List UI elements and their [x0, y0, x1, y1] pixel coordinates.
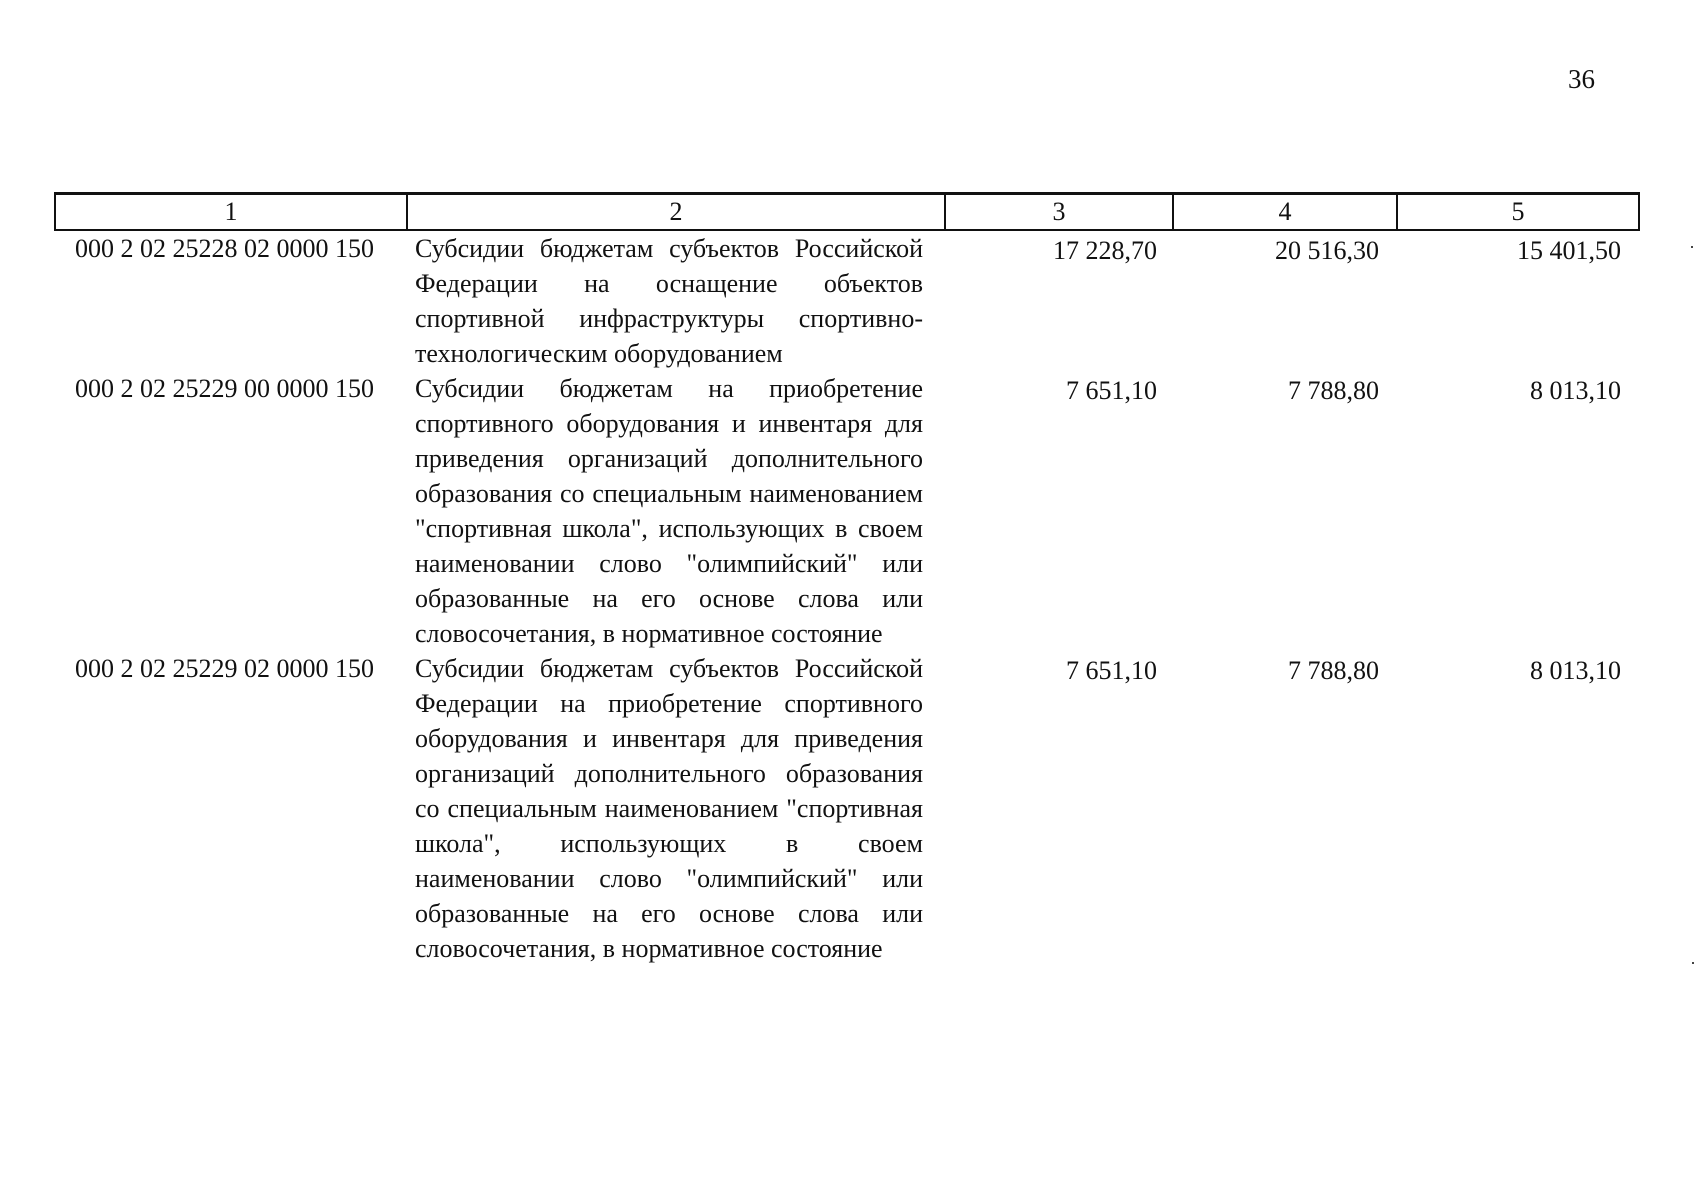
table-body [55, 230, 1639, 966]
budget-description: Субсидии бюджетам на приобретение спортивного оборудования и инвентаря для приведения организаций дополнительного образования со специальным наименованием "спортивная школа", использующих в своем наименовании слово "олимпийский" или образованные на его основе слова или словосочетания, в нормативное состояние [415, 374, 923, 648]
column-header-5: 5 [1397, 194, 1639, 231]
table-row [55, 651, 1639, 966]
value-col5: 15 401,50 [1517, 236, 1621, 265]
budget-code: 000 2 02 25228 02 0000 150 [75, 234, 374, 263]
value-col3: 7 651,10 [1066, 656, 1157, 685]
value-col5: 8 013,10 [1530, 656, 1621, 685]
budget-description: Субсидии бюджетам субъектов Российской Федерации на приобретение спортивного оборудования и инвентаря для приведения организаций дополнительного образования со специальным наименованием "спортивная школа", использующих в своем наименовании слово "олимпийский" или образованные на его основе слова или словосочетания, в нормативное состояние [415, 654, 923, 963]
table-header [55, 194, 1639, 231]
scan-speck [1691, 246, 1693, 248]
value-col4: 7 788,80 [1288, 376, 1379, 405]
budget-description: Субсидии бюджетам субъектов Российской Федерации на оснащение объектов спортивной инфраструктуры спортивно-технологическим оборудованием [415, 234, 923, 368]
value-col4: 7 788,80 [1288, 656, 1379, 685]
header-row [55, 194, 1639, 231]
value-col5: 8 013,10 [1530, 376, 1621, 405]
value-col3: 17 228,70 [1053, 236, 1157, 265]
column-header-1: 1 [55, 194, 407, 231]
table-row [55, 371, 1639, 651]
page-number: 36 [1568, 64, 1595, 94]
column-header-4: 4 [1173, 194, 1397, 231]
budget-code: 000 2 02 25229 00 0000 150 [75, 374, 374, 403]
budget-table [54, 192, 1640, 966]
column-header-3: 3 [945, 194, 1173, 231]
column-header-2: 2 [407, 194, 945, 231]
table-row [55, 230, 1639, 371]
value-col4: 20 516,30 [1275, 236, 1379, 265]
budget-code: 000 2 02 25229 02 0000 150 [75, 654, 374, 683]
value-col3: 7 651,10 [1066, 376, 1157, 405]
scan-speck [1692, 962, 1694, 964]
